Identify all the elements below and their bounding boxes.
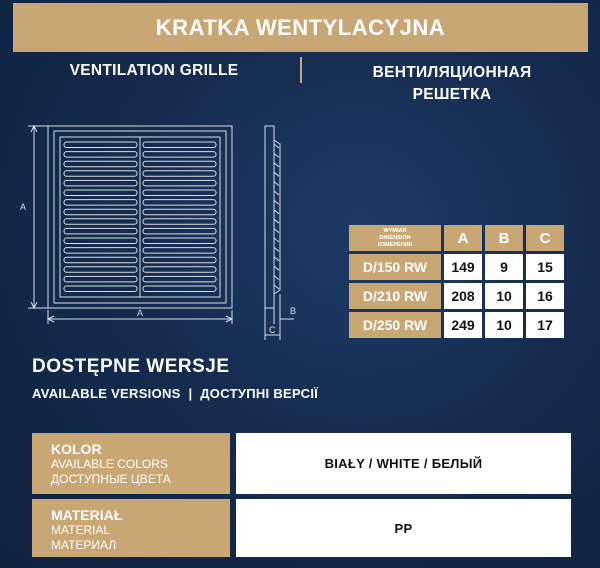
side-view-frame — [265, 126, 274, 308]
grille-slat — [143, 257, 216, 263]
side-slat — [274, 219, 279, 223]
table-row — [349, 283, 564, 309]
grille-slat — [64, 219, 137, 225]
versions-subheading: AVAILABLE VERSIONS | ДОСТУПНІ ВЕРСІЇ — [32, 386, 319, 401]
material-attribute-label — [32, 499, 230, 557]
dimension-a-value: 208 — [444, 283, 482, 309]
dimensions-table — [346, 222, 567, 341]
side-slat — [274, 200, 279, 204]
grille-slat — [143, 152, 216, 158]
dimension-header-label: WYMIAR DIMENSION ИЗМЕРЕНИЕ — [349, 225, 441, 251]
subtitle-russian-line-2: РЕШЕТКА — [412, 86, 492, 103]
dimension-a-value: 149 — [444, 254, 482, 280]
grille-slat — [143, 190, 216, 196]
color-attribute-value: BIAŁY / WHITE / БЕЛЫЙ — [236, 433, 571, 494]
grille-slat — [64, 286, 137, 292]
dimension-a-side-label: A — [20, 202, 27, 212]
column-header-c: C — [526, 225, 564, 251]
column-header-a: A — [444, 225, 482, 251]
color-label-main: KOLOR — [51, 441, 102, 457]
grille-slat — [64, 248, 137, 254]
grille-slat — [64, 276, 137, 282]
dimension-c-value: 16 — [526, 283, 564, 309]
grille-slat — [64, 142, 137, 148]
grille-slat — [143, 161, 216, 167]
dimension-a-bottom-label: A — [137, 308, 144, 318]
side-slat — [274, 276, 279, 280]
grille-slat — [64, 238, 137, 244]
dimension-c-value: 15 — [526, 254, 564, 280]
subtitle-divider — [300, 57, 302, 83]
side-slat — [274, 238, 279, 242]
grille-slat — [143, 209, 216, 215]
grille-slat — [64, 200, 137, 206]
side-slat — [274, 210, 279, 214]
grille-slat — [143, 248, 216, 254]
dimension-a-value: 249 — [444, 312, 482, 338]
dimension-b-value: 9 — [485, 254, 523, 280]
dimension-b-value: 10 — [485, 283, 523, 309]
side-slat — [274, 266, 279, 270]
versions-heading: DOSTĘPNE WERSJE — [32, 356, 230, 377]
grille-slat — [143, 171, 216, 177]
color-attribute-row — [32, 433, 571, 494]
grille-slat — [64, 171, 137, 177]
side-slat — [274, 191, 279, 195]
grille-slat — [64, 228, 137, 234]
color-attribute-label — [32, 433, 230, 494]
grille-slat — [64, 257, 137, 263]
grille-slat — [64, 161, 137, 167]
side-view-slats — [274, 144, 279, 289]
material-label-russian: МАТЕРИАЛ — [51, 538, 117, 552]
table-row — [349, 254, 564, 280]
grille-slat — [143, 267, 216, 273]
column-header-b: B — [485, 225, 523, 251]
dimension-b-value: 10 — [485, 312, 523, 338]
model-name: D/210 RW — [349, 283, 441, 309]
grille-slat — [64, 267, 137, 273]
material-label-english: MATERIAL — [51, 523, 111, 537]
material-attribute-row — [32, 499, 571, 557]
technical-drawing — [12, 118, 312, 348]
side-slat — [274, 229, 279, 233]
color-label-english: AVAILABLE COLORS — [51, 457, 168, 471]
color-label-russian: ДОСТУПНЫЕ ЦВЕТА — [51, 472, 171, 486]
side-slat — [274, 257, 279, 261]
grille-slat — [143, 276, 216, 282]
dimension-c-value: 17 — [526, 312, 564, 338]
subtitle-english: VENTILATION GRILLE — [69, 62, 239, 79]
material-attribute-value: PP — [236, 499, 571, 557]
grille-slat — [64, 190, 137, 196]
side-slat — [274, 172, 279, 176]
material-label-main: MATERIAŁ — [51, 507, 123, 523]
grille-slat — [143, 286, 216, 292]
subtitle-russian — [318, 62, 586, 106]
grille-slat — [64, 180, 137, 186]
model-name: D/250 RW — [349, 312, 441, 338]
page-title: KRATKA WENTYLACYJNA — [13, 3, 588, 52]
side-slat — [274, 247, 279, 251]
side-slat — [274, 285, 279, 289]
grille-slat — [64, 209, 137, 215]
grille-slat — [143, 180, 216, 186]
grille-slat — [143, 228, 216, 234]
grille-slat — [143, 142, 216, 148]
model-name: D/150 RW — [349, 254, 441, 280]
side-slat — [274, 153, 279, 157]
side-slat — [274, 144, 279, 148]
table-row — [349, 312, 564, 338]
dimension-c-label: C — [269, 325, 276, 335]
grille-slat — [143, 200, 216, 206]
subtitle-russian-line-1: ВЕНТИЛЯЦИОННАЯ — [372, 64, 532, 81]
dimensions-header-row — [349, 225, 564, 251]
side-slat — [274, 163, 279, 167]
grille-slat — [64, 152, 137, 158]
grille-slat — [143, 238, 216, 244]
side-slat — [274, 182, 279, 186]
grille-slat — [143, 219, 216, 225]
dimension-b-label: B — [290, 306, 297, 316]
